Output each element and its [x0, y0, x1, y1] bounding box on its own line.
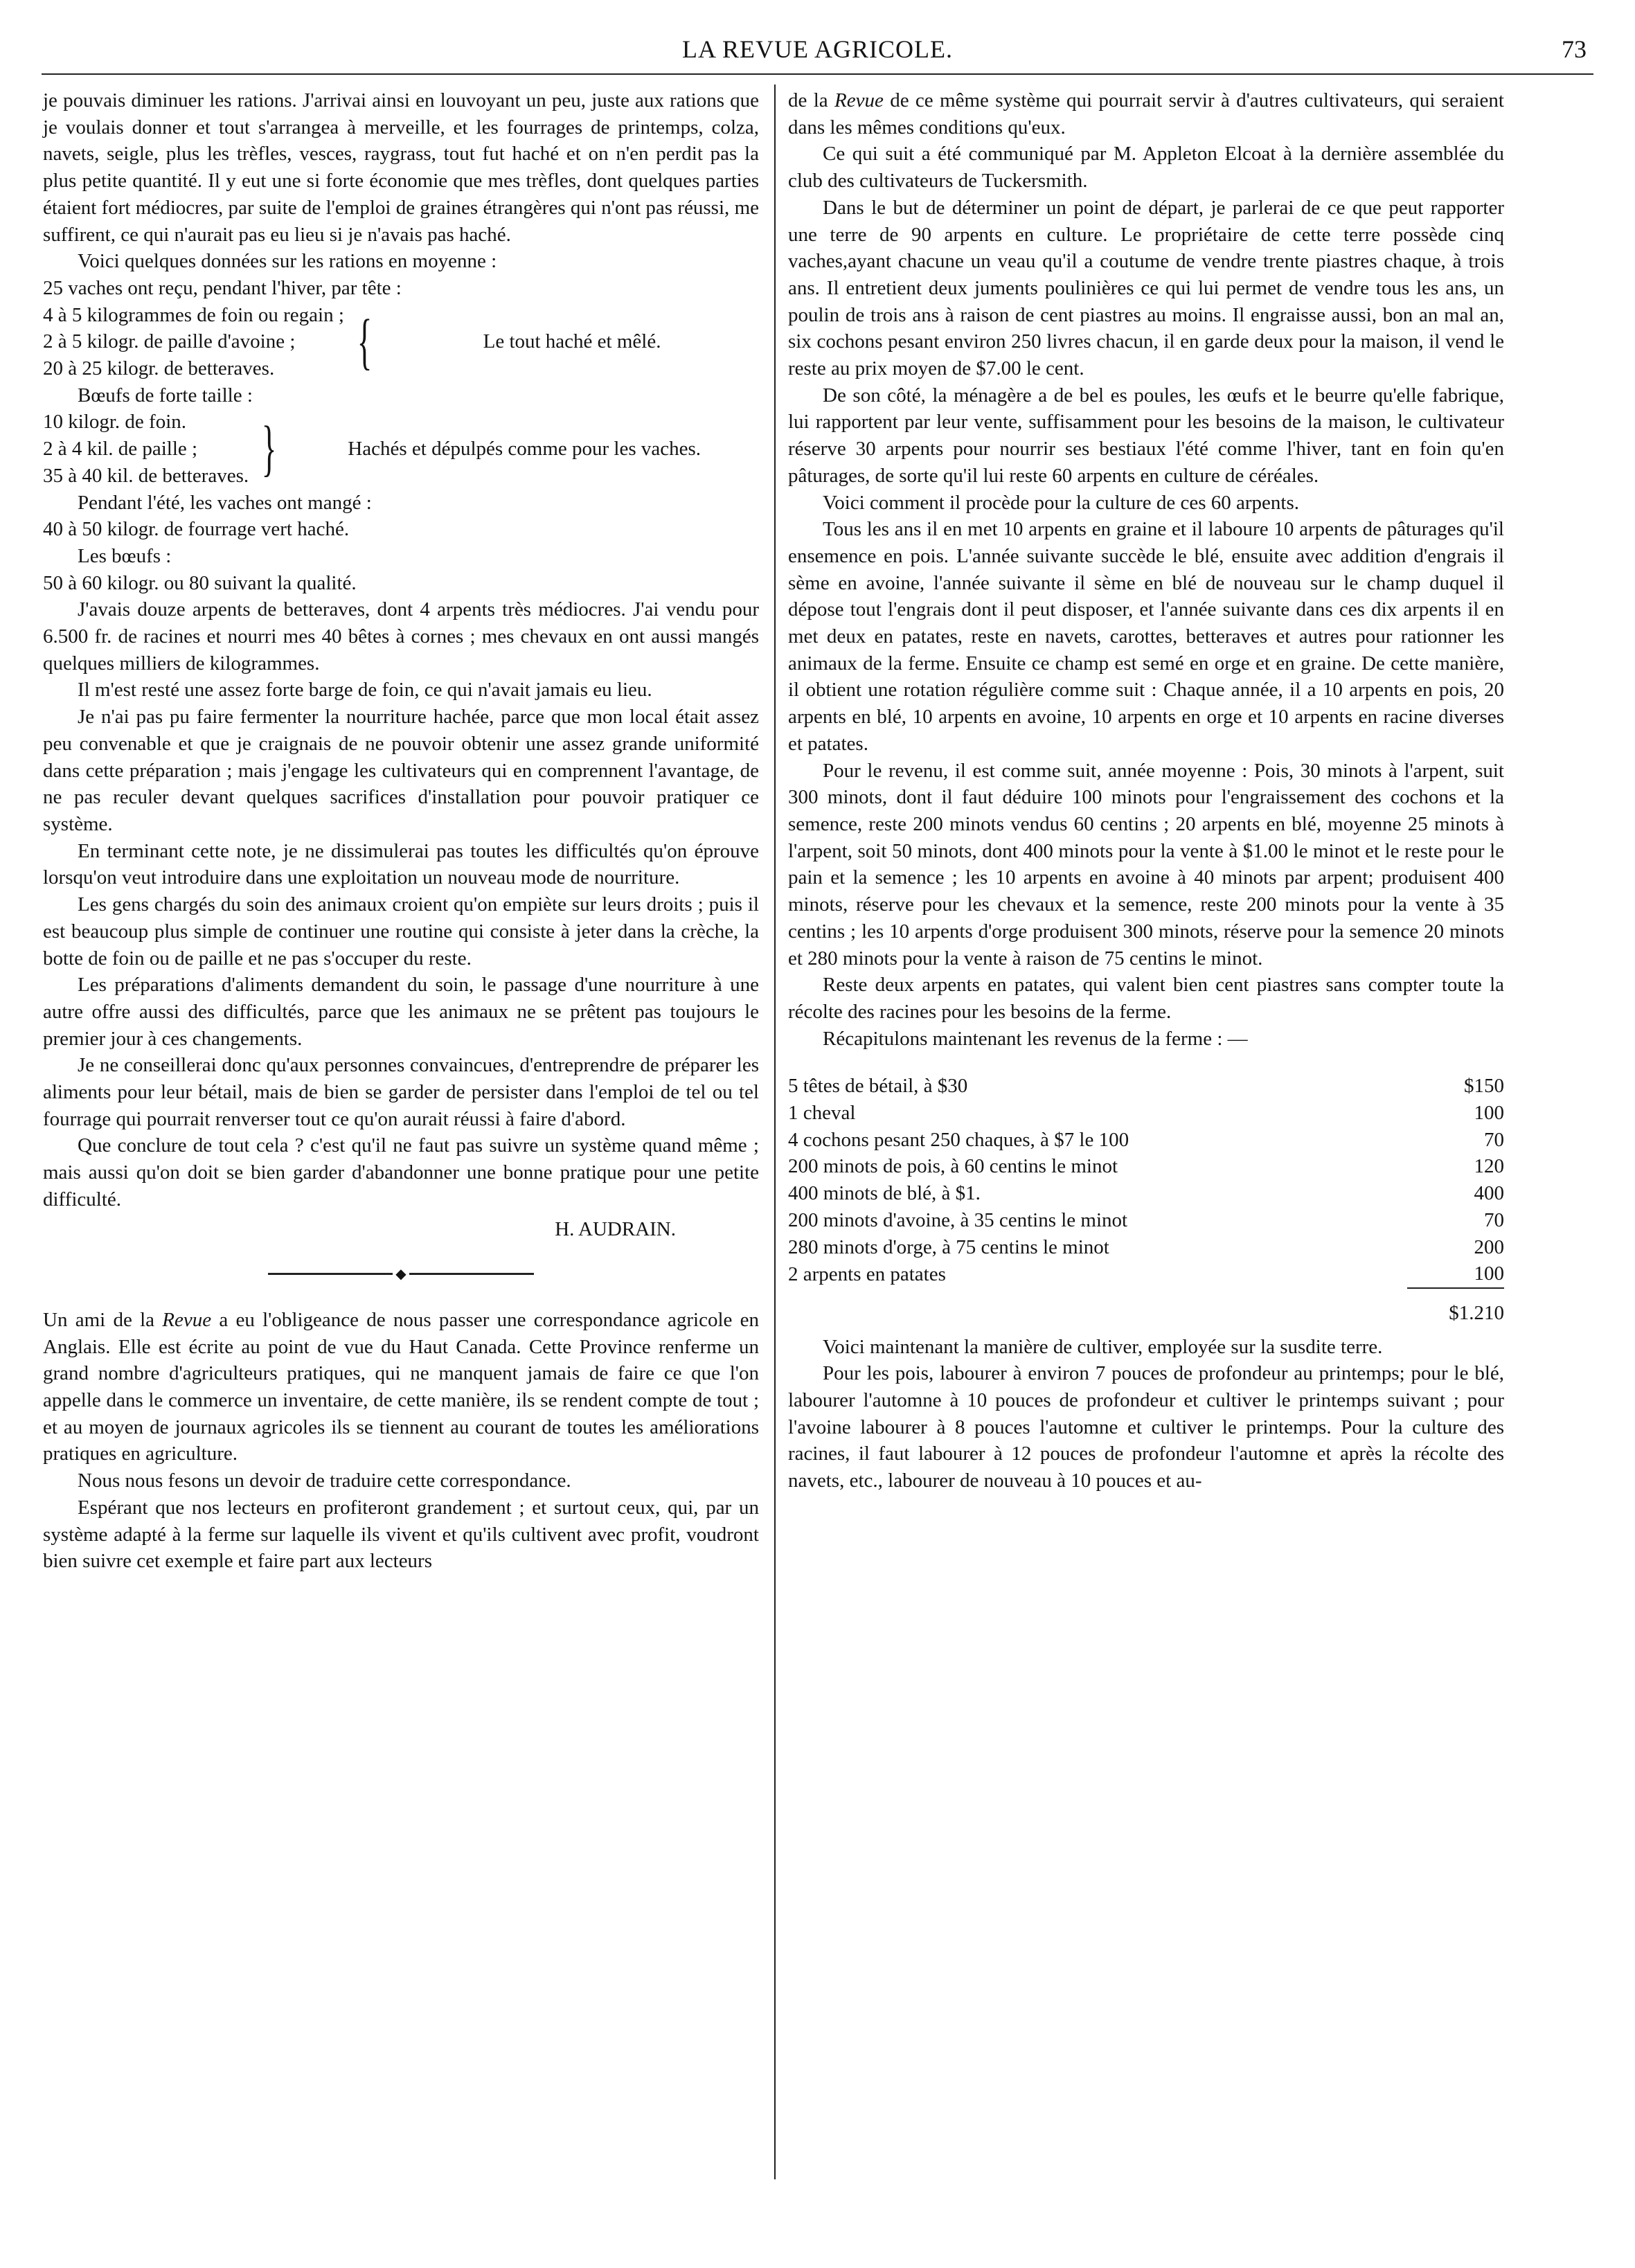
paragraph: Il m'est resté une assez forte barge de foin, ce qui n'avait jamais eu lieu. [78, 679, 652, 702]
paragraph: Voici quelques données sur les rations en moyenne : [78, 250, 497, 273]
paragraph: Je n'ai pas pu faire fermenter la nourriture hachée, parce que mon local était assez peu convenable et que je craignais de ne pouvoir obtenir une assez grande uniformité dans cette préparation ; mais j'engage les cultivateurs qui en comprennent l'avantage, de ne pas reculer devant quelques sacrifices d'installation pour pouvoir pratiquer ce système. [43, 706, 759, 835]
paragraph: Les gens chargés du soin des animaux croient qu'on empiète sur leurs droits ; puis il est beaucoup plus simple de continuer une routine qui consiste à jeter dans la crèche, la botte de foin ou de paille et ne pas s'occuper du reste. [43, 893, 759, 970]
paragraph: Pendant l'été, les vaches ont mangé : [78, 491, 372, 514]
left-column [43, 87, 759, 1575]
paragraph: En terminant cette note, je ne dissimulerai pas toutes les difficultés qu'on éprouve lorsqu'on veut introduire dans une exploitation un nouveau mode de nourriture. [43, 839, 759, 889]
cows-ration-group [43, 302, 759, 382]
paragraph: Voici maintenant la manière de cultiver, employée sur la susdite terre. [823, 1335, 1383, 1358]
brace: { [357, 307, 373, 376]
table-row [788, 1073, 1504, 1100]
revenue-label: 5 têtes de bétail, à $30 [788, 1075, 968, 1098]
ration-line: 35 à 40 kil. de betteraves. [43, 464, 249, 487]
ration-line: 10 kilogr. de foin. [43, 411, 187, 434]
revenue-label: 2 arpents en patates [788, 1262, 946, 1285]
brace-note: Hachés et dépulpés comme pour les vaches. [348, 438, 702, 461]
table-row [788, 1127, 1504, 1154]
paragraph: De son côté, la ménagère a de bel es poules, les œufs et le beurre qu'elle fabrique, lui rapportent par leur vente, suffisamment pour les besoins de la maison, le cultivateur réserve 30 arpents pour nourrir ses bestiaux l'été comme l'hiver, tant en foin qu'en pâturages, de sorte qu'il lui reste 60 arpents en culture de céréales. [788, 384, 1504, 487]
paragraph: Ce qui suit a été communiqué par M. Appleton Elcoat à la dernière assemblée du club des cultivateurs de Tuckersmith. [788, 143, 1504, 193]
page-number: 73 [1562, 35, 1587, 63]
column-divider [774, 84, 776, 2179]
table-row [788, 1260, 1504, 1288]
revenue-table [788, 1073, 1504, 1326]
paragraph: 25 vaches ont reçu, pendant l'hiver, par tête : [43, 276, 402, 299]
paragraph: Espérant que nos lecteurs en profiteront grandement ; et surtout ceux, qui, par un système adapté à la ferme sur laquelle ils vivent et qu'ils cultivent avec profit, voudront bien suivre cet exemple et faire part aux lecteurs [43, 1496, 759, 1573]
paragraph: Que conclure de tout cela ? c'est qu'il ne faut pas suivre un système quand même ; mais aussi qu'on doit se bien garder d'abandonner une bonne pratique pour une petite difficulté. [43, 1134, 759, 1211]
ration-line: 4 à 5 kilogrammes de foin ou regain ; [43, 303, 344, 326]
revenue-label: 200 minots de pois, à 60 centins le minot [788, 1155, 1118, 1178]
header-rule [42, 73, 1593, 75]
paragraph: je pouvais diminuer les rations. J'arrivai ainsi en louvoyant un peu, juste aux rations que je voulais donner et tout s'arrangea à merveille, et les fourrages de printemps, colza, navets, seigle, plus les trèfles, vesces, raygrass, tout fut haché et on n'en perdit pas la plus petite quantité. Il y eut une si forte économie que mes trèfles, dont quelques parties étaient fort médiocres, par suite de l'emploi de graines étrangères qui n'ont pas réussi, me suffirent, ce qui n'aurait pas eu lieu si je n'avais pas haché. [43, 89, 759, 246]
paragraph: Tous les ans il en met 10 arpents en graine et il laboure 10 arpents de pâturages qu'il ensemence en pois. L'année suivante succède le blé, ensuite avec addition d'engrais il sème en avoine, l'année suivante il sème en blé de nouveau sur le champ duquel il dépose tout l'engrais dont il peut disposer, et l'année suivante dans ces dix arpents il en met deux en patates, reste en navets, carottes, betteraves et autres pour rationner les animaux de la ferme. Ensuite ce champ est semé en orge et en graine. De cette manière, il obtient une rotation régulière comme suit : Chaque année, il a 10 arpents en pois, 20 arpents en blé, 10 arpents en avoine, 10 arpents en orge et 10 arpents en racine diverses et patates. [788, 518, 1504, 755]
revenue-label: 280 minots d'orge, à 75 centins le minot [788, 1235, 1109, 1258]
subheading: Bœufs de forte taille : [78, 384, 253, 407]
subheading: Les bœufs : [78, 544, 172, 567]
revenue-label: 1 cheval [788, 1102, 856, 1125]
paragraph: Je ne conseillerai donc qu'aux personnes convaincues, d'entreprendre de préparer les aliments pour leur bétail, mais de bien se garder de persister dans l'emploi de tel ou tel fourrage qui pourrait renverser tout ce qu'on aurait réussi à faire d'abord. [43, 1054, 759, 1130]
ration-line: 20 à 25 kilogr. de betteraves. [43, 357, 275, 380]
revenue-amount: 200 [1474, 1235, 1504, 1258]
ration-line: 50 à 60 kilogr. ou 80 suivant la qualité. [43, 571, 357, 594]
revenue-amount: $150 [1464, 1075, 1504, 1098]
revenue-amount: 400 [1474, 1182, 1504, 1205]
paragraph: Un ami de la Revue a eu l'obligeance de nous passer une correspondance agricole en Anglais. Elle est écrite au point de vue du Haut Canada. Cette Province renferme un grand nombre d'agriculteurs pratiques, qui ne manquent jamais de faire ce que l'on appelle dans le commerce un inventaire, de cette manière, ils se rendent compte de tout ; et au moyen de journaux agricoles ils se tiennent au courant de toutes les améliorations pratiques en agriculture. [43, 1308, 760, 1465]
revenue-amount: 70 [1484, 1128, 1504, 1151]
table-row [788, 1234, 1504, 1261]
revenue-amount: 120 [1474, 1155, 1504, 1178]
page-header [42, 35, 1593, 76]
revenue-total: $1.210 [1407, 1288, 1504, 1327]
paragraph: Nous nous fesons un devoir de traduire cette correspondance. [78, 1470, 571, 1492]
table-row [788, 1180, 1504, 1207]
paragraph: Les préparations d'aliments demandent du soin, le passage d'une nourriture à une autre offre aussi des difficultés, parce que les animaux ne se prêtent pas toujours le premier jour à ces changements. [43, 974, 759, 1050]
ration-line: 40 à 50 kilogr. de fourrage vert haché. [43, 518, 350, 541]
revenue-amount: 70 [1484, 1208, 1504, 1231]
oxen-ration-group [43, 409, 759, 489]
paragraph: Récapitulons maintenant les revenus de la ferme : — [823, 1027, 1248, 1050]
paragraph: Pour les pois, labourer à environ 7 pouces de profondeur au printemps; pour le blé, labourer l'automne à 10 pouces de profondeur et cultiver le printemps suivant ; pour l'avoine labourer à 8 pouces l'automne et cultiver le printemps. Pour la culture des racines, il faut labourer à 12 pouces de profondeur l'automne et après la récolte des navets, etc., labourer de nouveau à 10 pouces et au- [788, 1362, 1504, 1492]
author-signature: H. AUDRAIN. [555, 1217, 676, 1240]
right-column [788, 87, 1504, 1494]
ration-line: 2 à 4 kil. de paille ; [43, 438, 198, 461]
table-row [788, 1153, 1504, 1180]
ration-line: 2 à 5 kilogr. de paille d'avoine ; [43, 330, 296, 353]
table-row [788, 1207, 1504, 1234]
table-row [788, 1100, 1504, 1127]
revenue-amount: 100 [1474, 1262, 1504, 1285]
section-ornament: ◆ [43, 1259, 759, 1286]
brace-note: Le tout haché et mêlé. [483, 330, 661, 353]
paragraph: J'avais douze arpents de betteraves, dont 4 arpents très médiocres. J'ai vendu pour 6.500 fr. de racines et nourri mes 40 bêtes à cornes ; mes chevaux en ont aussi mangés quelques milliers de kilogrammes. [43, 598, 759, 675]
brace: } [261, 414, 277, 483]
total-row [788, 1288, 1504, 1327]
running-title: LA REVUE AGRICOLE. [682, 35, 953, 63]
paragraph: Reste deux arpents en patates, qui valent bien cent piastres sans compter toute la récolte des racines pour les besoins de la ferme. [788, 974, 1504, 1023]
revenue-label: 400 minots de blé, à $1. [788, 1182, 981, 1205]
paragraph: de la Revue de ce même système qui pourrait servir à d'autres cultivateurs, qui seraient dans les mêmes conditions qu'eux. [788, 89, 1504, 139]
paragraph: Dans le but de déterminer un point de départ, je parlerai de ce que peut rapporter une terre de 90 arpents en culture. Le propriétaire de cette terre possède cinq vaches,ayant chacune un veau qu'il a coutume de vendre trente piastres chaque, à trois ans. Il entretient deux juments poulinières ce qui lui permet de vendre tous les ans, un poulin de trois ans à raison de cent piastres au moins. Il engraisse aussi, bon an mal an, six cochons pesant environ 250 livres chacun, il en garde deux pour la maison, il vend le reste au prix moyen de $7.00 le cent. [788, 196, 1504, 380]
paragraph: Voici comment il procède pour la culture de ces 60 arpents. [823, 491, 1299, 514]
revenue-label: 200 minots d'avoine, à 35 centins le minot [788, 1208, 1128, 1231]
paragraph: Pour le revenu, il est comme suit, année moyenne : Pois, 30 minots à l'arpent, suit 300 minots, dont il faut déduire 100 minots pour l'engraissement des cochons et la semence, reste 200 minots vendus 60 centins ; 20 arpents en blé, moyenne 25 minots à l'arpent, soit 50 minots, dont 400 minots pour la vente à $1.00 le minot et le reste pour le pain et la semence ; les 10 arpents en avoine à 40 minots par arpent; produisent 400 minots, réserve pour les chevaux et la semence, reste 200 minots pour la vente à 35 centins ; les 10 arpents d'orge produisent 300 minots, réserve pour la semence 20 minots et 280 minots pour la vente à raison de 75 centins le minot. [788, 759, 1504, 970]
revenue-amount: 100 [1474, 1102, 1504, 1125]
revenue-label: 4 cochons pesant 250 chaques, à $7 le 100 [788, 1128, 1129, 1151]
